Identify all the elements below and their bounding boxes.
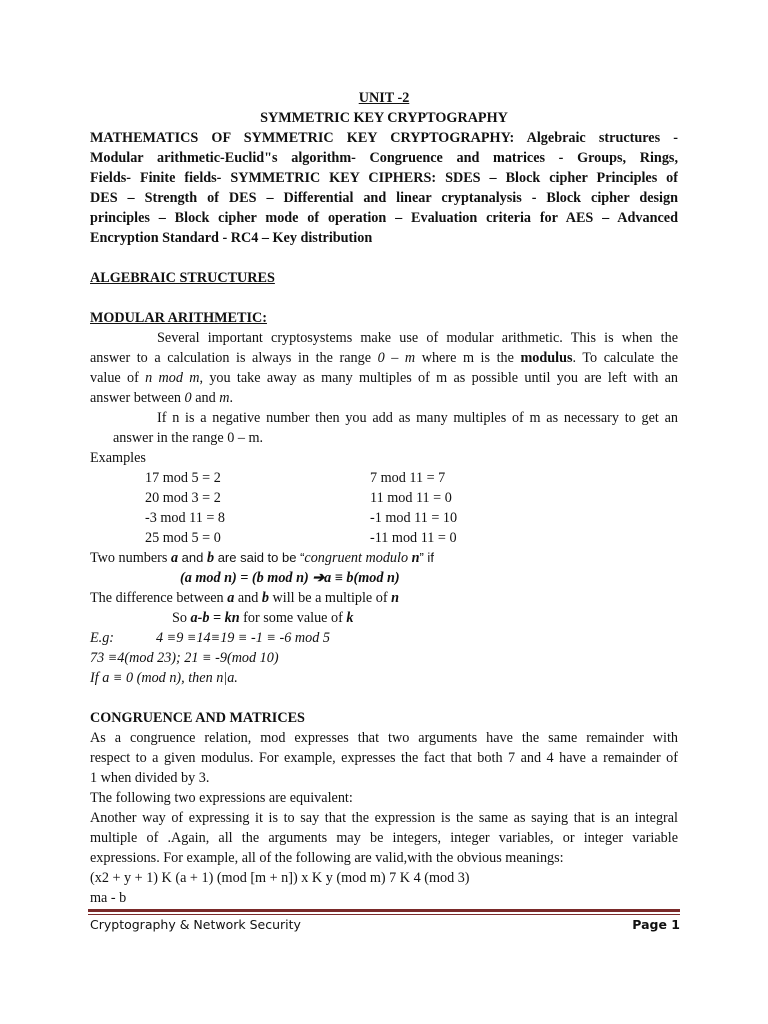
- congruence-line-7: expressions. For example, all of the following are valid,with the obvious meanings:: [90, 850, 564, 866]
- document-page: [90, 88, 678, 908]
- modular-p2-line-2: answer in the range 0 – m.: [113, 430, 264, 446]
- unit-heading: UNIT -2: [358, 90, 410, 106]
- eg-line: E.g: 4 ≡9 ≡14≡19 ≡ -1 ≡ -6 mod 5: [90, 630, 330, 646]
- footer-rule-thin: [88, 914, 680, 915]
- difference-line: The difference between a and b will be a multiple of n: [90, 590, 400, 606]
- algebraic-structures-heading: ALGEBRAIC STRUCTURES: [90, 270, 275, 286]
- page-title: SYMMETRIC KEY CRYPTOGRAPHY: [260, 110, 508, 126]
- modular-p1-line-3: value of n mod m, you take away as many multiples of m as possible until you are left with an: [90, 370, 678, 386]
- syllabus-line-3: Fields- Finite fields- SYMMETRIC KEY CIPHERS: SDES – Block cipher Principles of: [90, 170, 678, 186]
- modular-arithmetic-heading: MODULAR ARITHMETIC:: [90, 310, 267, 326]
- modular-p1-line-2: answer to a calculation is always in the range 0 – m where m is the modulus. To calculate the: [90, 350, 678, 366]
- example-row: 20 mod 3 = 2 11 mod 11 = 0: [145, 490, 452, 506]
- so-line: So a-b = kn for some value of k: [172, 610, 354, 626]
- modular-p2-line-1: If n is a negative number then you add as many multiples of m as necessary to get an: [157, 410, 678, 426]
- congruence-line-8: (x2 + y + 1) K (a + 1) (mod [m + n]) x K y (mod m) 7 K 4 (mod 3): [90, 870, 470, 886]
- eg-line-3: If a ≡ 0 (mod n), then n|a.: [90, 670, 238, 686]
- congruence-line-1: As a congruence relation, mod expresses that two arguments have the same remainder with: [90, 730, 678, 746]
- examples-label: Examples: [90, 450, 146, 466]
- syllabus-line-2: Modular arithmetic-Euclid"s algorithm- Congruence and matrices - Groups, Rings,: [90, 150, 678, 166]
- modular-p1-line-4: answer between 0 and m.: [90, 390, 234, 406]
- footer-rule-thick: [88, 909, 680, 912]
- congruent-definition: Two numbers a and b are said to be “congruent modulo n” if: [90, 550, 434, 566]
- page-number: Page 1: [632, 917, 680, 932]
- page-footer: [90, 916, 680, 934]
- congruence-line-4: The following two expressions are equivalent:: [90, 790, 353, 806]
- congruence-line-3: 1 when divided by 3.: [90, 770, 210, 786]
- example-row: 25 mod 5 = 0 -11 mod 11 = 0: [145, 530, 457, 546]
- modular-p1-line-1: Several important cryptosystems make use of modular arithmetic. This is when the: [157, 330, 678, 346]
- congruence-line-5: Another way of expressing it is to say that the expression is the same as saying that is an integral: [90, 810, 678, 826]
- congruence-line-9: ma - b: [90, 890, 127, 906]
- eg-line-2: 73 ≡4(mod 23); 21 ≡ -9(mod 10): [90, 650, 279, 666]
- congruence-line-2: respect to a given modulus. For example, expresses the fact that both 7 and 4 have a remainder of: [90, 750, 678, 766]
- footer-course-title: Cryptography & Network Security: [90, 917, 301, 932]
- syllabus-line-5: principles – Block cipher mode of operation – Evaluation criteria for AES – Advanced: [90, 210, 678, 226]
- congruence-heading: CONGRUENCE AND MATRICES: [90, 710, 305, 726]
- syllabus-line-6: Encryption Standard - RC4 – Key distribution: [90, 230, 373, 246]
- syllabus-line-1: MATHEMATICS OF SYMMETRIC KEY CRYPTOGRAPHY: Algebraic structures -: [90, 130, 678, 146]
- congruence-formula: (a mod n) = (b mod n) ➔a ≡ b(mod n): [180, 570, 400, 586]
- example-row: 17 mod 5 = 2 7 mod 11 = 7: [145, 470, 446, 486]
- example-row: -3 mod 11 = 8 -1 mod 11 = 10: [145, 510, 458, 526]
- syllabus-line-4: DES – Strength of DES – Differential and linear cryptanalysis - Block cipher design: [90, 190, 678, 206]
- congruence-line-6: multiple of .Again, all the arguments may be integers, integer variables, or integer variable: [90, 830, 678, 846]
